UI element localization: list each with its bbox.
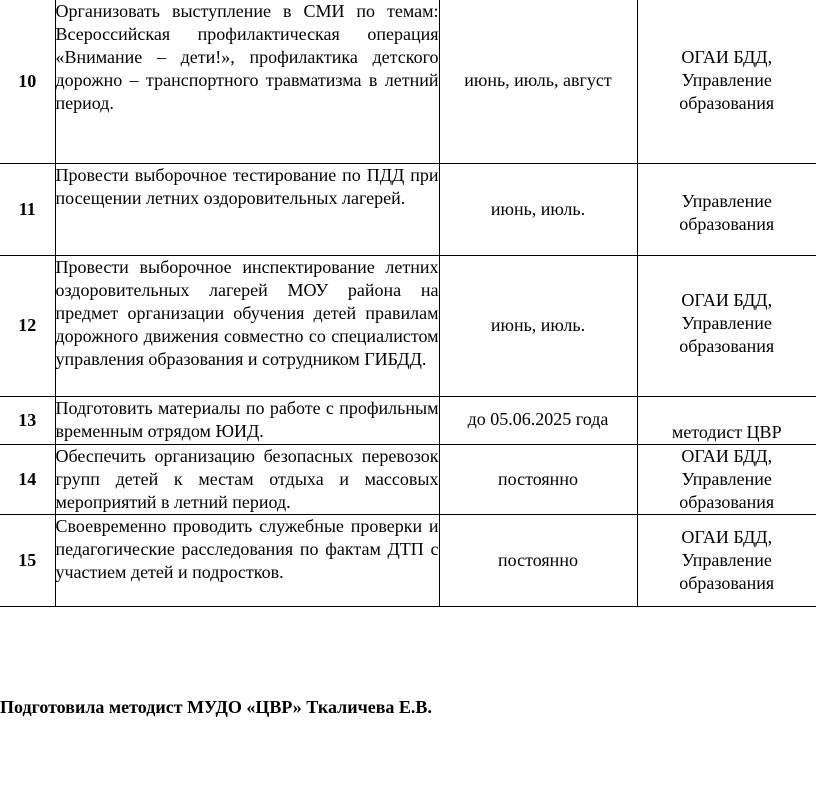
responsible-line: образования	[679, 93, 775, 113]
responsible-line: образования	[679, 335, 775, 356]
table-row	[0, 0, 816, 163]
row-number: 15	[0, 514, 55, 606]
term-text: июнь, июль.	[439, 163, 637, 255]
responsible-cell	[637, 444, 816, 514]
responsible-line: образования	[679, 491, 775, 512]
responsible-line: образования	[679, 572, 775, 593]
row-number: 10	[0, 0, 55, 163]
term-text: июнь, июль.	[439, 255, 637, 396]
table-row	[0, 255, 816, 396]
term-text: постоянно	[439, 444, 637, 514]
term-text: до 05.06.2025 года	[439, 396, 637, 444]
row-number: 11	[0, 163, 55, 255]
responsible-line: ОГАИ БДД,	[681, 289, 773, 310]
responsible-line: ОГАИ БДД,	[681, 47, 773, 67]
responsible-cell	[637, 514, 816, 606]
table-row	[0, 163, 816, 255]
task-text: Провести выборочное тестирование по ПДД при посещении летних оздоровительных лагерей.	[55, 163, 439, 255]
task-text: Подготовить материалы по работе с профильным временным отрядом ЮИД.	[55, 396, 439, 444]
row-number: 12	[0, 255, 55, 396]
term-text: июнь, июль, август	[439, 0, 637, 163]
table-row	[0, 444, 816, 514]
table-row	[0, 396, 816, 444]
responsible-line: методист ЦВР	[671, 421, 782, 442]
task-text: Своевременно проводить служебные проверки и педагогические расследования по фактам ДТП с участием детей и подростков.	[55, 514, 439, 606]
responsible-line: Управление	[681, 549, 772, 570]
responsible-line: Управление	[681, 312, 772, 333]
responsible-line: ОГАИ БДД,	[681, 526, 773, 547]
task-text: Провести выборочное инспектирование летних оздоровительных лагерей МОУ района на предмет организации обучения детей правилам дорожного движения совместно со специалистом управления образования и сотрудником ГИБДД.	[55, 255, 439, 396]
responsible-cell	[637, 255, 816, 396]
task-text: Организовать выступление в СМИ по темам: Всероссийская профилактическая операция «Внимание – дети!», профилактика детского дорожно – транспортного травматизма в летний период.	[55, 0, 439, 163]
responsible-cell	[637, 396, 816, 444]
table-row	[0, 514, 816, 606]
term-text: постоянно	[439, 514, 637, 606]
task-text: Обеспечить организацию безопасных перевозок групп детей к местам отдыха и массовых мероприятий в летний период.	[55, 444, 439, 514]
responsible-line: Управление	[681, 468, 772, 489]
responsible-line: Управление	[681, 70, 772, 90]
prepared-by-note: Подготовила методист МУДО «ЦВР» Ткаличева Е.В.	[0, 697, 432, 717]
row-number: 14	[0, 444, 55, 514]
responsible-line: ОГАИ БДД,	[681, 445, 773, 466]
responsible-cell	[637, 163, 816, 255]
responsible-line: образования	[679, 213, 775, 234]
responsible-cell	[637, 0, 816, 163]
responsible-line: Управление	[681, 190, 772, 211]
row-number: 13	[0, 396, 55, 444]
